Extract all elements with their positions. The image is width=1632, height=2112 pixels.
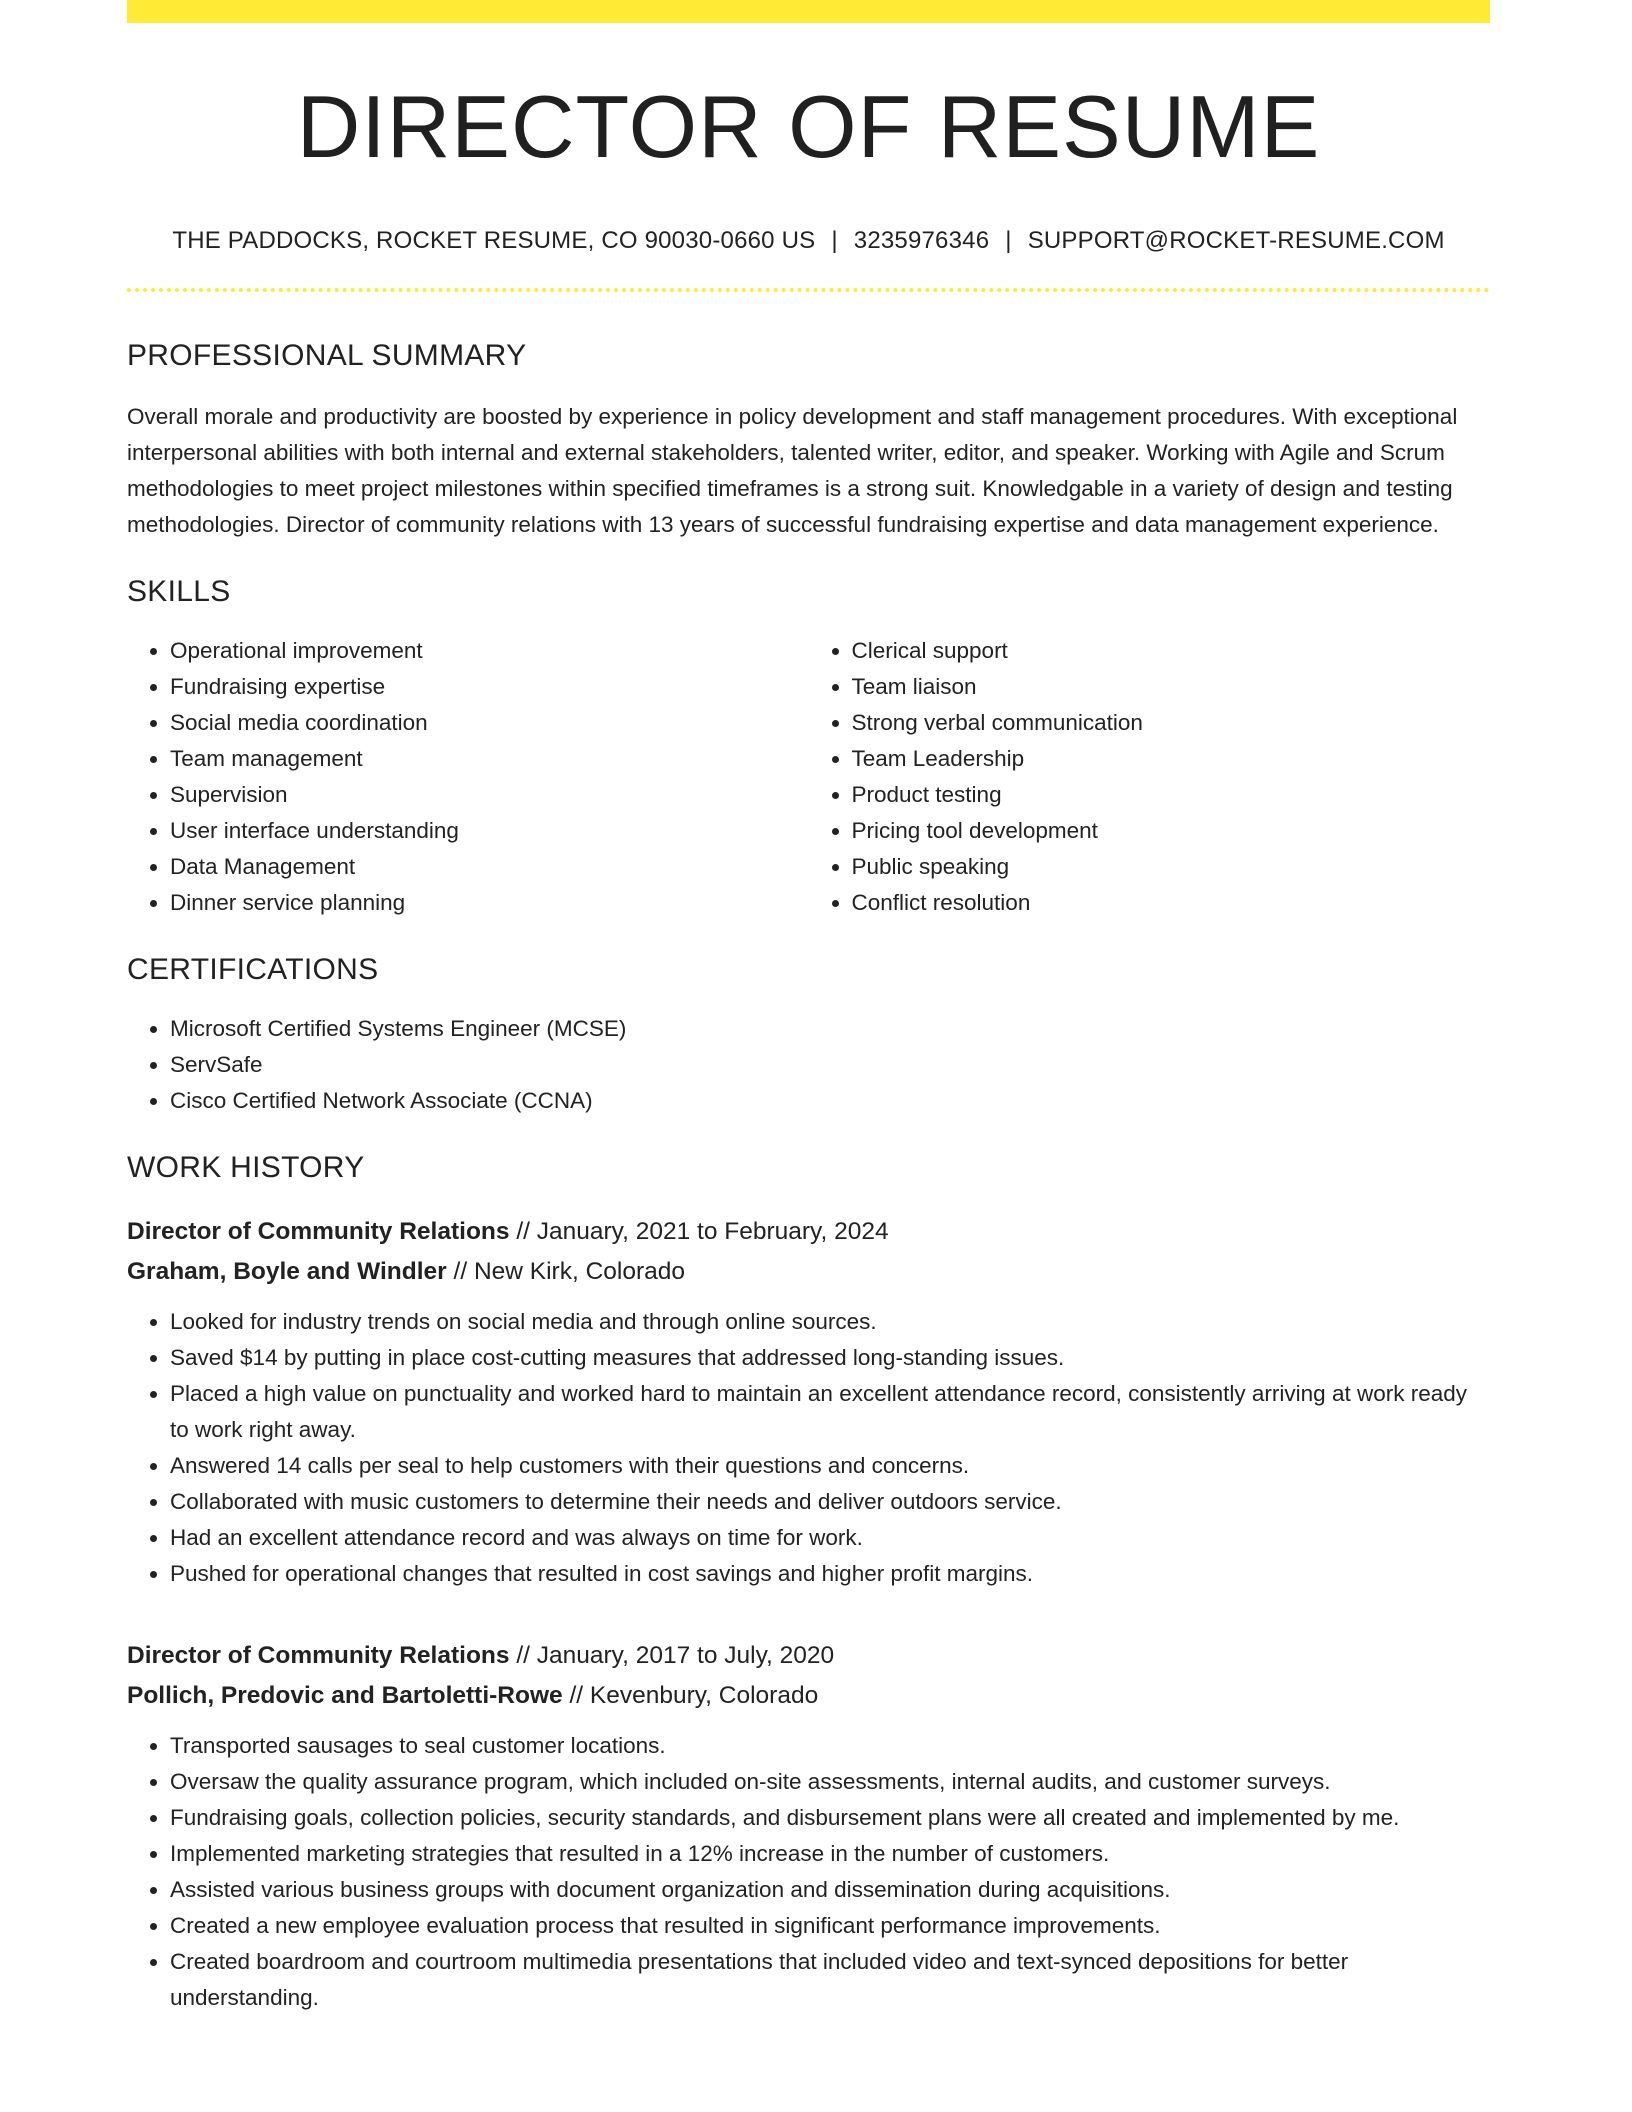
certifications-section <box>127 952 1490 1119</box>
job-bullet: • Oversaw the quality assurance program, which included on-site assessments, internal audits, and customer surveys. <box>170 1764 1490 1800</box>
skills-grid <box>127 633 1490 921</box>
job-location: // New Kirk, Colorado <box>453 1258 686 1285</box>
work-history-section <box>127 1150 1490 2016</box>
summary-section <box>127 338 1490 543</box>
job-entry <box>127 1212 1490 1592</box>
skill-item: • User interface understanding <box>170 813 809 849</box>
job-bullet: • Fundraising goals, collection policies, security standards, and disbursement plans were all created and implemented by me. <box>170 1800 1490 1836</box>
skills-list-left <box>127 633 809 921</box>
skills-heading: SKILLS <box>127 575 231 608</box>
skill-item: • Public speaking <box>852 849 1491 885</box>
skills-list-right <box>809 633 1491 921</box>
contact-phone[interactable]: 3235976346 <box>853 227 990 254</box>
contact-separator: | <box>1005 227 1012 254</box>
certification-item: • ServSafe <box>170 1047 1490 1083</box>
contact-line <box>127 227 1490 255</box>
job-company-line <box>127 1252 1490 1292</box>
skill-item: • Team Leadership <box>852 741 1491 777</box>
job-entry <box>127 1636 1490 2016</box>
skill-item: • Operational improvement <box>170 633 809 669</box>
job-bullet: • Placed a high value on punctuality and worked hard to maintain an excellent attendance record, consistently arriving at work ready to work right away. <box>170 1376 1490 1448</box>
job-title-line <box>127 1636 1490 1676</box>
job-bullet: • Implemented marketing strategies that resulted in a 12% increase in the number of customers. <box>170 1836 1490 1872</box>
skill-item: • Data Management <box>170 849 809 885</box>
job-title-line <box>127 1212 1490 1252</box>
job-bullets <box>127 1304 1490 1592</box>
skill-item: • Conflict resolution <box>852 885 1491 921</box>
certification-item: • Microsoft Certified Systems Engineer (MCSE) <box>170 1011 1490 1047</box>
skills-section <box>127 574 1490 921</box>
job-company: Pollich, Predovic and Bartoletti-Rowe <box>127 1682 563 1709</box>
job-bullet: • Created boardroom and courtroom multimedia presentations that included video and text-synced depositions for better understanding. <box>170 1944 1490 2016</box>
certifications-heading: CERTIFICATIONS <box>127 953 379 986</box>
skill-item: • Supervision <box>170 777 809 813</box>
certification-item: • Cisco Certified Network Associate (CCNA) <box>170 1083 1490 1119</box>
job-bullet: • Collaborated with music customers to determine their needs and deliver outdoors service. <box>170 1484 1490 1520</box>
job-bullet: • Saved $14 by putting in place cost-cutting measures that addressed long-standing issues. <box>170 1340 1490 1376</box>
skill-item: • Fundraising expertise <box>170 669 809 705</box>
job-role: Director of Community Relations <box>127 1218 510 1245</box>
work-history-heading: WORK HISTORY <box>127 1151 365 1184</box>
job-dates: // January, 2021 to February, 2024 <box>516 1218 889 1245</box>
job-bullet: • Had an excellent attendance record and was always on time for work. <box>170 1520 1490 1556</box>
skill-item: • Pricing tool development <box>852 813 1491 849</box>
resume-name: DIRECTOR OF RESUME <box>296 77 1321 176</box>
skill-item: • Social media coordination <box>170 705 809 741</box>
contact-separator: | <box>831 227 838 254</box>
job-dates: // January, 2017 to July, 2020 <box>516 1642 835 1669</box>
job-role: Director of Community Relations <box>127 1642 510 1669</box>
skill-item: • Team liaison <box>852 669 1491 705</box>
summary-heading: PROFESSIONAL SUMMARY <box>127 339 527 372</box>
certifications-list <box>127 1011 1490 1119</box>
job-bullet: • Transported sausages to seal customer locations. <box>170 1728 1490 1764</box>
job-bullet: • Looked for industry trends on social media and through online sources. <box>170 1304 1490 1340</box>
skill-item: • Strong verbal communication <box>852 705 1491 741</box>
job-company: Graham, Boyle and Windler <box>127 1258 447 1285</box>
skill-item: • Clerical support <box>852 633 1491 669</box>
skill-item: • Team management <box>170 741 809 777</box>
skill-item: • Product testing <box>852 777 1491 813</box>
summary-text: Overall morale and productivity are boosted by experience in policy development and staff management procedures. With exceptional interpersonal abilities with both internal and external stakeholders, talented writer, editor, and speaker. Working with Agile and Scrum methodologies to meet project milestones within specified timeframes is a strong suit. Knowledgable in a variety of design and testing methodologies. Director of community relations with 13 years of successful fundraising expertise and data management experience. <box>127 404 1458 537</box>
job-bullets <box>127 1728 1490 2016</box>
contact-address: THE PADDOCKS, ROCKET RESUME, CO 90030-0660 US <box>172 227 816 254</box>
job-bullet: • Assisted various business groups with document organization and dissemination during acquisitions. <box>170 1872 1490 1908</box>
resume-page <box>127 0 1490 2016</box>
top-accent-bar <box>127 0 1490 23</box>
job-company-line <box>127 1676 1490 1716</box>
job-bullet: • Created a new employee evaluation process that resulted in significant performance improvements. <box>170 1908 1490 1944</box>
dotted-divider <box>127 288 1490 292</box>
contact-email[interactable]: SUPPORT@ROCKET-RESUME.COM <box>1027 227 1445 254</box>
job-bullet: • Answered 14 calls per seal to help customers with their questions and concerns. <box>170 1448 1490 1484</box>
job-location: // Kevenbury, Colorado <box>569 1682 819 1709</box>
skill-item: • Dinner service planning <box>170 885 809 921</box>
job-bullet: • Pushed for operational changes that resulted in cost savings and higher profit margins. <box>170 1556 1490 1592</box>
